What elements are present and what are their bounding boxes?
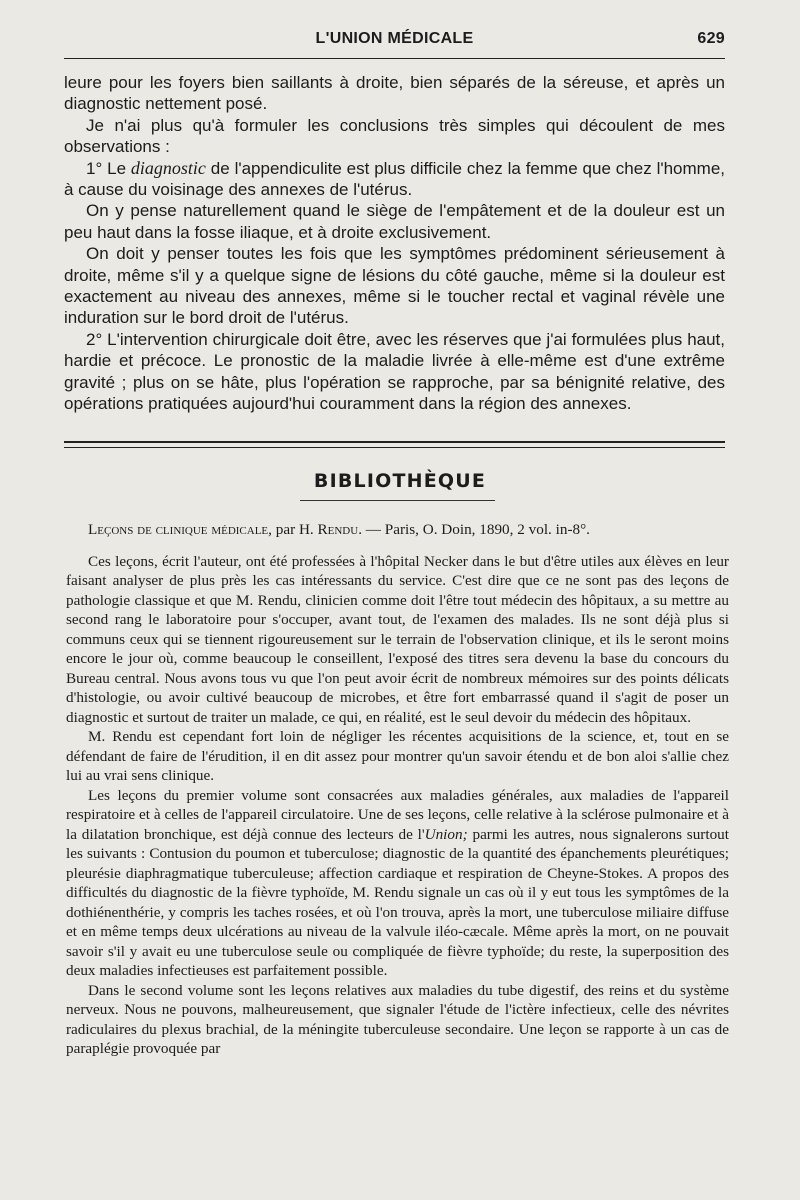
paragraph <box>64 158 725 201</box>
header-rule <box>64 58 725 59</box>
journal-title: L'UNION MÉDICALE <box>315 30 474 47</box>
text-run: de l'appendiculite est plus difficile chez la femme que chez l'homme, à cause du voisinage des annexes de l'utérus. <box>64 158 725 200</box>
italic-term: diagnostic <box>130 157 206 178</box>
book-author: Rendu <box>317 521 359 538</box>
paragraph: leure pour les foyers bien saillants à droite, bien séparés de la séreuse, et après un diagnostic nettement posé. <box>64 73 725 114</box>
paragraph <box>66 786 729 981</box>
italic-term: Union; <box>424 825 468 843</box>
paragraph: On y pense naturellement quand le siège de l'empâtement et de la douleur est un peu haut dans la fosse iliaque, et à droite exclusivement. <box>64 201 725 242</box>
text-run: parmi les autres, nous signalerons surtout les suivants : Contusion du poumon et tuberculose; diagnostic de la quantité des épanchements pleurétiques; pleurésie diaphragmatique tuberculeuse; affection cardiaque et respiration de Cheyne-Stokes. A propos des difficultés du diagnostic de la fièvre typhoïde, M. Rendu signale un cas où il y eut tous les symptômes de la dothiénenthérie, y compris les taches rosées, et où l'on trouva, après la mort, une tuberculose miliaire diffuse et en même temps deux ulcérations au niveau de la valvule iléo-cæcale. Même après la mort, on ne pouvait savoir s'il y avait eu une tuberculose seule ou compliquée de fièvre typhoïde; du reste, la superposition des deux maladies infectieuses est parfaitement possible. <box>66 825 729 979</box>
paragraph: M. Rendu est cependant fort loin de négliger les récentes acquisitions de la science, et, tout en se défendant de faire de l'érudition, il en dit assez pour montrer qu'un savoir étendu et de bon aloi s'allie chez lui au vrai sens clinique. <box>66 728 729 784</box>
book-reference <box>66 520 729 540</box>
book-title: Leçons de clinique médicale <box>88 521 269 538</box>
paragraph: 2° L'intervention chirurgicale doit être, avec les réserves que j'ai formulées plus haut, hardie et précoce. Le pronostic de la maladie livrée à elle-même est d'une extrême gravité ; plus on se hâte, plus l'opération se rapproche, par sa bénignité relative, des opérations pratiquées aujourd'hui couramment dans la région des annexes. <box>64 329 725 414</box>
book-review <box>66 520 729 1059</box>
text-run: 1° Le <box>86 158 131 178</box>
section-divider <box>64 441 725 448</box>
paragraph: Dans le second volume sont les leçons relatives aux maladies du tube digestif, des reins et du système nerveux. Nous ne pouvons, malheureusement, que signaler l'étude de l'ictère infectieux, celle des névrites radiculaires du plexus brachial, de la méningite tuberculeuse secondaire. Une leçon se rapporte à un cas de paraplégie provoquée par <box>66 981 729 1057</box>
article-conclusion <box>64 72 725 415</box>
section-title-rule <box>300 500 495 501</box>
text-run: . — Paris, O. Doin, 1890, 2 vol. in-8°. <box>358 521 590 538</box>
text-run: , par H. <box>268 521 318 538</box>
section-title: BIBLIOTHÈQUE <box>313 470 487 492</box>
running-head <box>64 30 725 52</box>
text-run: Les leçons du premier volume sont consacrées aux maladies générales, aux maladies de l'appareil respiratoire et à celles de l'appareil circulatoire. Une de ses leçons, celle relative à la sclérose pulmonaire et à la dilatation bronchique, est déjà connue des lecteurs de l' <box>66 786 729 843</box>
paragraph: On doit y penser toutes les fois que les symptômes prédominent sérieusement à droite, même s'il y a quelque signe de lésions du côté gauche, même si la douleur est exactement au niveau des annexes, même si le toucher rectal et vaginal révèle une induration sur le bord droit de l'utérus. <box>64 244 725 328</box>
paragraph: Je n'ai plus qu'à formuler les conclusions très simples qui découlent de mes observations : <box>64 115 725 157</box>
paragraph: Ces leçons, écrit l'auteur, ont été professées à l'hôpital Necker dans le but d'être utiles aux élèves en leur faisant analyser de plus près les cas intéressants du service. C'est dire que ce ne sont pas des leçons de pathologie classique et que M. Rendu, clinicien comme doit l'être tout médecin des hôpitaux, a su mettre au second rang le laboratoire pour s'occuper, avant tout, de l'examen des malades. Ils ne sont déjà plus si communs ceux qui se tiennent rigoureusement sur le terrain de l'observation clinique, et ils le seront moins encore le jour où, comme beaucoup le conseillent, l'exposé des titres sera devenu la base du concours du Bureau central. Nous avons tous vu que l'on peut avoir écrit de nombreux mémoires sur des points délicats d'histologie, ou avoir cultivé beaucoup de microbes, et être fort embarrassé quand il s'agit de poser un diagnostic et surtout de traiter un malade, ce qui, en réalité, est le seul devoir du médecin des hôpitaux. <box>66 552 729 726</box>
page-number: 629 <box>697 30 725 47</box>
